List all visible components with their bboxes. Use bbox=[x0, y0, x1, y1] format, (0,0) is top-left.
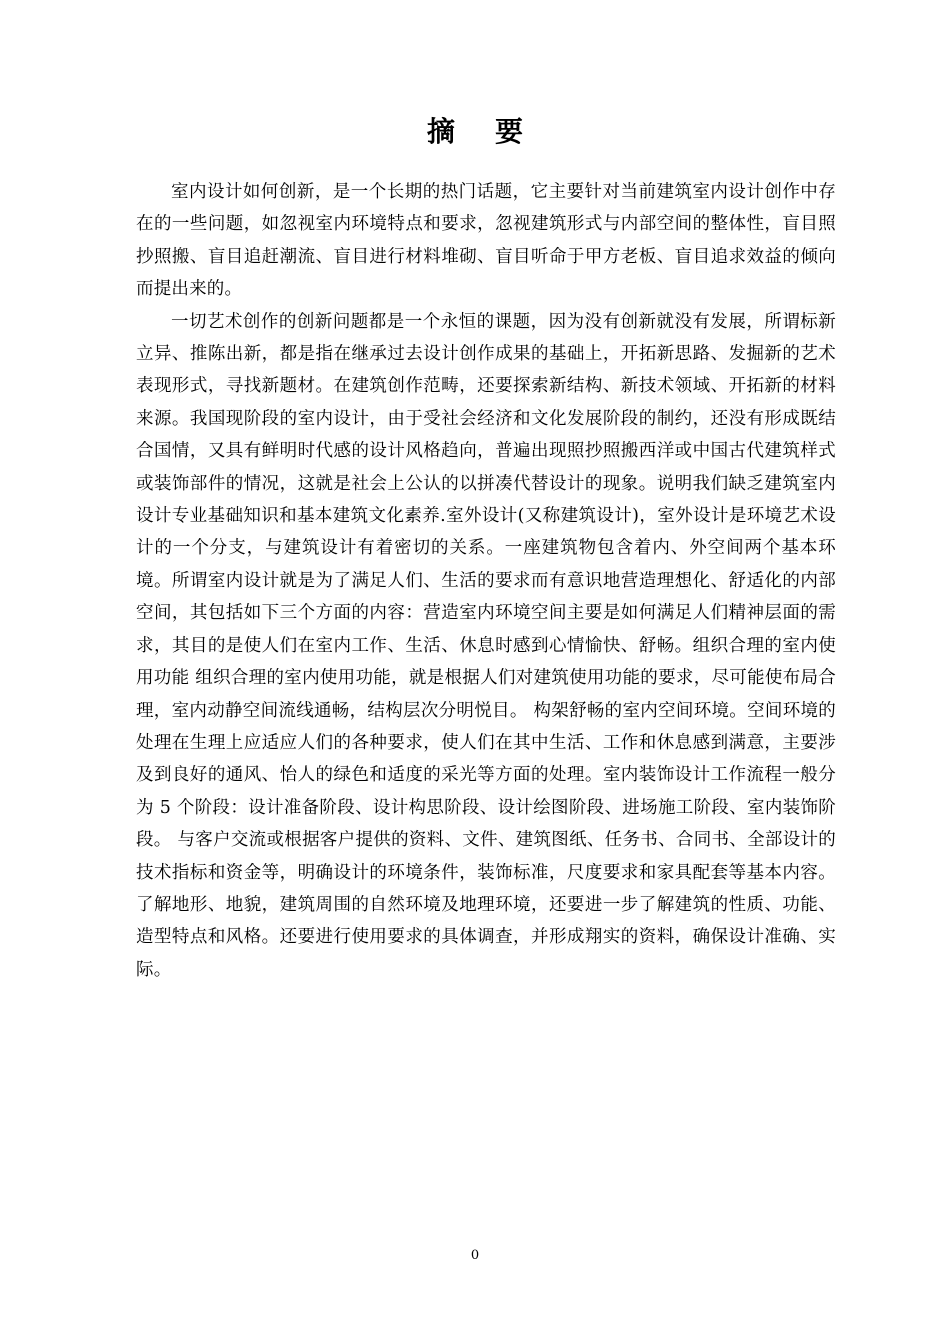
abstract-body bbox=[136, 176, 836, 986]
abstract-title: 摘要 bbox=[426, 115, 563, 148]
abstract-paragraph-1: 室内设计如何创新，是一个长期的热门话题，它主要针对当前建筑室内设计创作中存在的一些问题，如忽视室内环境特点和要求，忽视建筑形式与内部空间的整体性，盲目照抄照搬、盲目追赶潮流、盲目进行材料堆砌、盲目听命于甲方老板、盲目追求效益的倾向而提出来的。 bbox=[136, 182, 836, 300]
abstract-paragraph-2: 一切艺术创作的创新问题都是一个永恒的课题，因为没有创新就没有发展，所谓标新立异、推陈出新，都是指在继承过去设计创作成果的基础上，开拓新思路、发掘新的艺术表现形式，寻找新题材。在建筑创作范畴，还要探索新结构、新技术领域、开拓新的材料来源。我国现阶段的室内设计，由于受社会经济和文化发展阶段的制约，还没有形成既结合国情，又具有鲜明时代感的设计风格趋向，普遍出现照抄照搬西洋或中国古代建筑样式或装饰部件的情况，这就是社会上公认的以拼凑代替设计的现象。说明我们缺乏建筑室内设计专业基础知识和基本建筑文化素养.室外设计(又称建筑设计)，室外设计是环境艺术设计的一个分支，与建筑设计有着密切的关系。一座建筑物包含着内、外空间两个基本环境。所谓室内设计就是为了满足人们、生活的要求而有意识地营造理想化、舒适化的内部空间，其包括如下三个方面的内容：营造室内环境空间主要是如何满足人们精神层面的需求，其目的是使人们在室内工作、生活、休息时感到心情愉快、舒畅。组织合理的室内使用功能 组织合理的室内使用功能，就是根据人们对建筑使用功能的要求，尽可能使布局合理，室内动静空间流线通畅，结构层次分明悦目。 构架舒畅的室内空间环境。空间环境的处理在生理上应适应人们的各种要求，使人们在其中生活、工作和休息感到满意，主要涉及到良好的通风、怡人的绿色和适度的采光等方面的处理。室内装饰设计工作流程一般分为 5 个阶段：设计准备阶段、设计构思阶段、设计绘图阶段、进场施工阶段、室内装饰阶段。 与客户交流或根据客户提供的资料、文件、建筑图纸、任务书、合同书、全部设计的技术指标和资金等，明确设计的环境条件，装饰标准，尺度要求和家具配套等基本内容。 了解地形、地貌，建筑周围的自然环境及地理环境，还要进一步了解建筑的性质、功能、造型特点和风格。还要进行使用要求的具体调查，并形成翔实的资料，确保设计准确、实际。 bbox=[136, 311, 836, 980]
page-number: 0 bbox=[470, 1248, 480, 1263]
